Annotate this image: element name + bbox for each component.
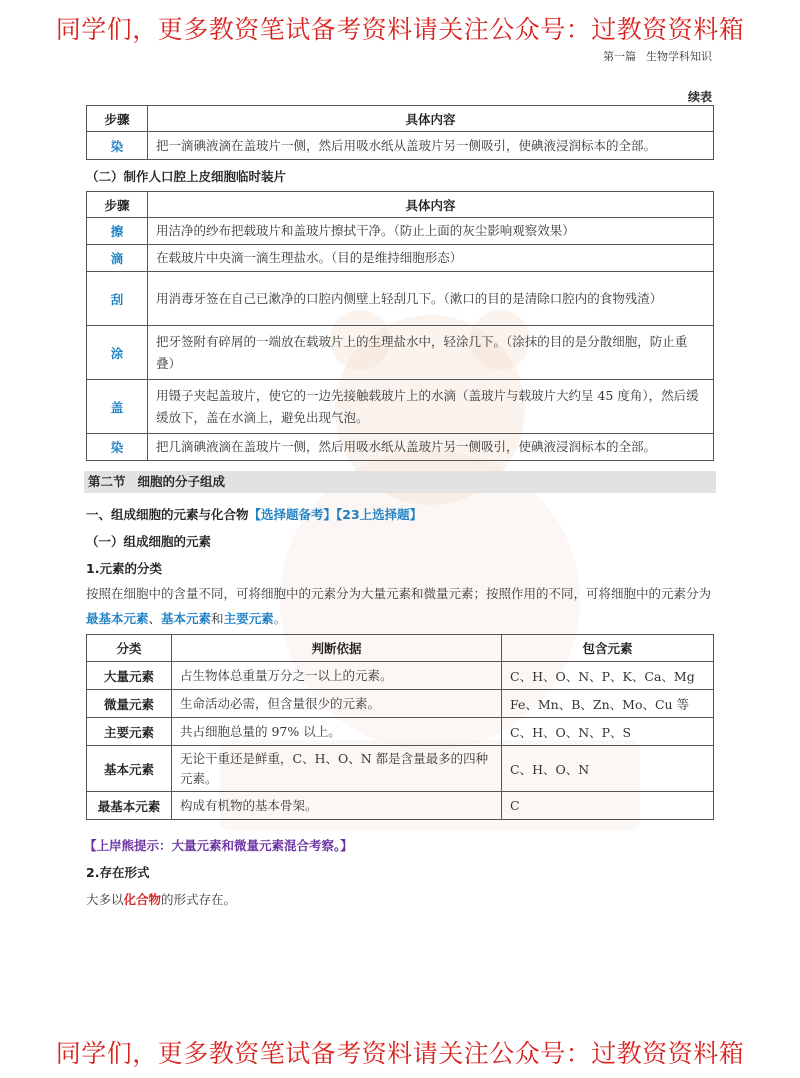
category-cell: 微量元素 <box>87 690 172 718</box>
step-label: 盖 <box>87 380 148 434</box>
step-label: 擦 <box>87 218 148 245</box>
elements-cell: C <box>502 792 714 820</box>
basis-cell: 无论干重还是鲜重，C、H、O、N 都是含量最多的四种元素。 <box>172 746 502 792</box>
step-content: 把几滴碘液滴在盖玻片一侧，然后用吸水纸从盖玻片另一侧吸引，使碘液浸润标本的全部。 <box>148 434 714 461</box>
oral-cell-steps-table <box>86 191 714 461</box>
column-header-step: 步骤 <box>87 106 148 132</box>
tip-note: 【上岸熊提示：大量元素和微量元素混合考察。】 <box>84 838 353 853</box>
heading-existence-form: 2.存在形式 <box>86 865 150 880</box>
table-row <box>87 792 714 820</box>
promo-banner-bottom: 同学们，更多教资笔试备考资料请关注公众号：过教资资料箱 <box>55 1039 745 1068</box>
table-row <box>87 132 714 160</box>
step-content: 把牙签附有碎屑的一端放在载玻片上的生理盐水中，轻涂几下。（涂抹的目的是分散细胞，防止重叠） <box>148 326 714 380</box>
table-row <box>87 718 714 746</box>
table-row <box>87 434 714 461</box>
basis-cell: 生命活动必需，但含量很少的元素。 <box>172 690 502 718</box>
table-row <box>87 690 714 718</box>
running-head-title: 生物学科知识 <box>646 50 712 63</box>
basis-cell: 占生物体总重量万分之一以上的元素。 <box>172 662 502 690</box>
step-label: 滴 <box>87 245 148 272</box>
highlight-term: 最基本元素 <box>86 611 149 626</box>
step-content: 在载玻片中央滴一滴生理盐水。（目的是维持细胞形态） <box>148 245 714 272</box>
step-label: 涂 <box>87 326 148 380</box>
step-label: 染 <box>87 434 148 461</box>
heading-elements-compounds: 一、组成细胞的元素与化合物【选择题备考】【23上选择题】 <box>86 507 423 522</box>
step-content: 用镊子夹起盖玻片，使它的一边先接触载玻片上的水滴（盖玻片与载玻片大约呈 45 度角），然后缓缓放下，盖在水滴上，避免出现气泡。 <box>148 380 714 434</box>
exam-tag: 【选择题备考】 <box>248 507 337 522</box>
elements-cell: C、H、O、N <box>502 746 714 792</box>
paragraph-classification: 按照在细胞中的含量不同，可将细胞中的元素分为大量元素和微量元素；按照作用的不同，可将细胞中的元素分为最基本元素、基本元素和主要元素。 <box>86 586 712 626</box>
category-cell: 大量元素 <box>87 662 172 690</box>
exam-tag: 【23上选择题】 <box>336 507 423 522</box>
column-header-content: 具体内容 <box>148 192 714 218</box>
section-title-bar <box>84 471 716 493</box>
category-cell: 基本元素 <box>87 746 172 792</box>
highlight-term: 主要元素 <box>223 611 274 626</box>
steps-table-continued <box>86 105 714 160</box>
column-header-category: 分类 <box>87 635 172 662</box>
section-number: 第二节 <box>88 474 126 489</box>
elements-cell: C、H、O、N、P、S <box>502 718 714 746</box>
column-header-content: 具体内容 <box>148 106 714 132</box>
table-row <box>87 245 714 272</box>
highlight-term: 化合物 <box>123 892 162 907</box>
paragraph-existence-form: 大多以化合物的形式存在。 <box>86 892 237 907</box>
section-title: 细胞的分子组成 <box>137 474 226 489</box>
table-row <box>87 326 714 380</box>
heading-cell-elements: （一）组成细胞的元素 <box>86 534 212 549</box>
subsection-title: （二）制作人口腔上皮细胞临时装片 <box>86 169 287 184</box>
heading-element-classification: 1.元素的分类 <box>86 561 162 576</box>
table-row <box>87 218 714 245</box>
table-row <box>87 662 714 690</box>
highlight-term: 基本元素 <box>161 611 212 626</box>
step-content: 用消毒牙签在自己已漱净的口腔内侧壁上轻刮几下。（漱口的目的是清除口腔内的食物残渣） <box>148 272 714 326</box>
column-header-step: 步骤 <box>87 192 148 218</box>
element-classification-table <box>86 634 714 820</box>
column-header-elements: 包含元素 <box>502 635 714 662</box>
elements-cell: Fe、Mn、B、Zn、Mo、Cu 等 <box>502 690 714 718</box>
category-cell: 主要元素 <box>87 718 172 746</box>
step-content: 把一滴碘液滴在盖玻片一侧，然后用吸水纸从盖玻片另一侧吸引，使碘液浸润标本的全部。 <box>148 132 714 160</box>
running-head <box>603 48 712 64</box>
column-header-basis: 判断依据 <box>172 635 502 662</box>
category-cell: 最基本元素 <box>87 792 172 820</box>
running-head-part: 第一篇 <box>603 50 636 63</box>
basis-cell: 构成有机物的基本骨架。 <box>172 792 502 820</box>
step-content: 用洁净的纱布把载玻片和盖玻片擦拭干净。（防止上面的灰尘影响观察效果） <box>148 218 714 245</box>
promo-banner-top: 同学们，更多教资笔试备考资料请关注公众号：过教资资料箱 <box>55 15 745 44</box>
elements-cell: C、H、O、N、P、K、Ca、Mg <box>502 662 714 690</box>
table-row <box>87 746 714 792</box>
step-label: 染 <box>87 132 148 160</box>
table-row <box>87 380 714 434</box>
table-row <box>87 272 714 326</box>
step-label: 刮 <box>87 272 148 326</box>
basis-cell: 共占细胞总量的 97% 以上。 <box>172 718 502 746</box>
continued-label: 续表 <box>687 90 712 104</box>
